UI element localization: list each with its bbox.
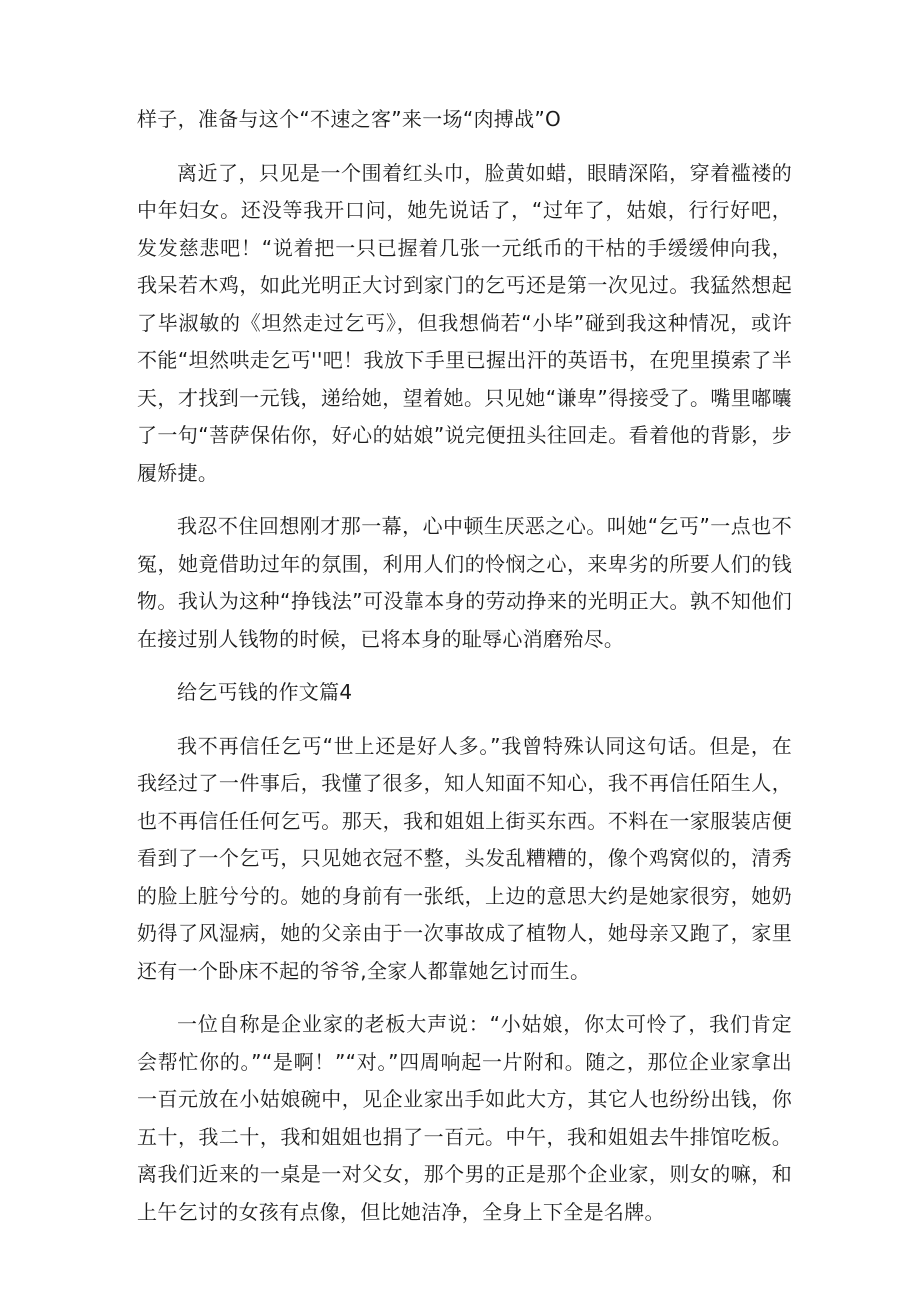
paragraph-entrepreneur: 一位自称是企业家的老板大声说：“小姑娘，你太可怜了，我们肯定会帮忙你的。”“是啊！”“对。”四周响起一片附和。随之，那位企业家拿出一百元放在小姑娘碗中，见企业家出手如此大方，其它人也纷纷出钱，你五十，我二十，我和姐姐也捐了一百元。中午，我和姐姐去牛排馆吃板。离我们近来的一桌是一对父女，那个男的正是那个企业家，则女的嘛，和上午乞讨的女孩有点像，但比她洁净，全身上下全是名牌。 bbox=[137, 1012, 792, 1224]
section-heading: 给乞丐钱的作文篇4 bbox=[177, 680, 353, 704]
paragraph-reflection: 我忍不住回想刚才那一幕，心中顿生厌恶之心。叫她“乞丐”一点也不冤，她竟借助过年的氛围，利用人们的怜悯之心，来卑劣的所要人们的钱物。我认为这种“挣钱法”可没靠本身的劳动挣来的光明正大。孰不知他们在接过别人钱物的时候，已将本身的耻辱心消磨殆尽。 bbox=[137, 514, 792, 651]
paragraph-continuation: 样子，准备与这个“不速之客”来一场“肉搏战”O bbox=[137, 107, 562, 131]
paragraph-distrust: 我不再信任乞丐“世上还是好人多。”我曾特殊认同这句话。但是，在我经过了一件事后，我懂了很多，知人知面不知心，我不再信任陌生人，也不再信任任何乞丐。那天，我和姐姐上街买东西。不料在一家服装店便看到了一个乞丐，只见她衣冠不整，头发乱糟糟的，像个鸡窝似的，清秀的脸上脏兮兮的。她的身前有一张纸，上边的意思大约是她家很穷，她奶奶得了风湿病，她的父亲由于一次事故成了植物人，她母亲又跑了，家里还有一个卧床不起的爷爷,全家人都靠她乞讨而生。 bbox=[137, 733, 792, 983]
document-body bbox=[137, 101, 792, 1247]
paragraph-beggar-encounter: 离近了，只见是一个围着红头巾，脸黄如蜡，眼睛深陷，穿着褴褛的中年妇女。还没等我开口问，她先说话了，“过年了，姑娘，行行好吧，发发慈悲吧！“说着把一只已握着几张一元纸币的干枯的手缓缓伸向我，我呆若木鸡，如此光明正大讨到家门的乞丐还是第一次见过。我猛然想起了毕淑敏的《坦然走过乞丐》，但我想倘若“小毕”碰到我这种情况，或许不能“坦然哄走乞丐''吧！我放下手里已握出汗的英语书，在兜里摸索了半天，才找到一元钱，递给她，望着她。只见她“谦卑”得接受了。嘴里嘟囔了一句“菩萨保佑你，好心的姑娘”说完便扭头往回走。看着他的背影，步履矫捷。 bbox=[137, 160, 792, 485]
